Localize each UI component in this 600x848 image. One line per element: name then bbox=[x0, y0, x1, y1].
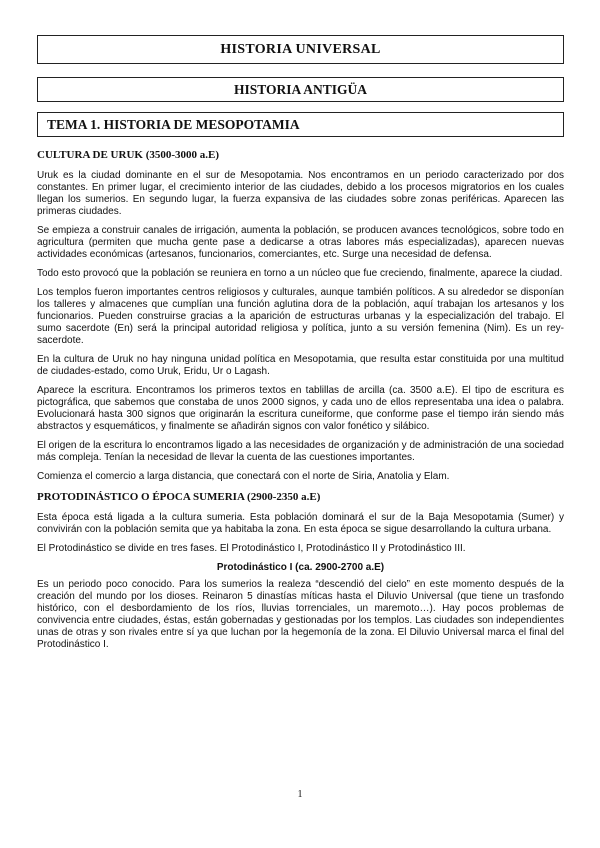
paragraph: Comienza el comercio a larga distancia, que conectará con el norte de Siria, Anatolia y Elam. bbox=[37, 471, 450, 482]
paragraph: Aparece la escritura. Encontramos los primeros textos en tablillas de arcilla (ca. 3500 a.E). El tipo de escritura es pictográfica, que sabemos que constaba de unos 2000 signos, y cada uno de ellos representaba una idea o palabra. Evolucionará hasta 300 signos que originarán la escritura cuneiforme, que conforme pase el tiempo irán siendo más abstractos y esquemáticos, y finalmente se añadirán signos con valor fonético y silábico. bbox=[37, 385, 564, 432]
paragraph: Esta época está ligada a la cultura sumeria. Esta población dominará el sur de la Baja Mesopotamia (Sumer) y convivirán con la población semita que ya habitaba la zona. En esta época se sigue desarrollando la cultura urbana. bbox=[37, 512, 564, 535]
paragraph: Se empieza a construir canales de irrigación, aumenta la población, se producen avances tecnológicos, sobre todo en agricultura (permiten que mucha gente pase a dedicarse a otras labores más especializadas), aparecen nuevas actividades económicas (artesanos, funcionarios, comerciantes, etc. Surge una necesidad de defensa. bbox=[37, 225, 564, 260]
paragraph: Es un periodo poco conocido. Para los sumerios la realeza “descendió del cielo” en este momento después de la creación del mundo por los dioses. Reinaron 5 dinastías míticas hasta el Diluvio Universal (que tiene un trasfondo histórico, con el desbordamiento de los ríos, lluvias torrenciales, un maremoto…). Hay pocos problemas de convivencia entre ciudades, éstas, están gobernadas y gestionadas por los templos. Las ciudades son independientes unas de otras y son rivales entre sí ya que luchan por la hegemonía de la zona. El Diluvio Universal marca el final del Protodinástico I. bbox=[37, 579, 564, 650]
subtitle: HISTORIA ANTIGÜA bbox=[37, 77, 564, 102]
paragraph: Los templos fueron importantes centros religiosos y culturales, aunque también políticos. A su alrededor se disponían los talleres y almacenes que cumplían una función aglutina dora de la población, aquí trabajan los artesanos y los funcionarios. Pueden construirse gracias a la aparición de estructuras urbanas y la especialización del trabajo. El sumo sacerdote (En) será la principal autoridad religiosa y política, junto a su versión femenina (Nim). Es un rey-sacerdote. bbox=[37, 287, 564, 346]
topic-title: TEMA 1. HISTORIA DE MESOPOTAMIA bbox=[37, 112, 564, 137]
paragraph: Uruk es la ciudad dominante en el sur de Mesopotamia. Nos encontramos en un periodo caracterizado por dos constantes. En primer lugar, el crecimiento interior de las ciudades, debido a los procesos migratorios en los cuales llegan los sumerios. En segundo lugar, la fuerza expansiva de las ciudades sobre zonas periféricas. Aparecen las primeras ciudades. bbox=[37, 170, 564, 217]
page-number: 1 bbox=[297, 789, 303, 800]
subsection-title: Protodinástico I (ca. 2900-2700 a.E) bbox=[216, 562, 385, 573]
document-body bbox=[37, 145, 564, 658]
paragraph: Todo esto provocó que la población se reuniera en torno a un núcleo que fue creciendo, finalmente, aparece la ciudad. bbox=[37, 268, 563, 279]
paragraph: El origen de la escritura lo encontramos ligado a las necesidades de organización y de administración de una sociedad más compleja. Tenían la necesidad de llevar la cuenta de las cuestiones importantes. bbox=[37, 440, 564, 463]
paragraph: El Protodinástico se divide en tres fases. El Protodinástico I, Protodinástico II y Protodinástico III. bbox=[37, 543, 466, 554]
section-title-uruk: CULTURA DE URUK (3500-3000 a.E) bbox=[37, 149, 220, 161]
paragraph: En la cultura de Uruk no hay ninguna unidad política en Mesopotamia, que resulta estar constituida por una multitud de ciudades-estado, como Uruk, Eridu, Ur o Lagash. bbox=[37, 354, 564, 377]
main-title: HISTORIA UNIVERSAL bbox=[37, 35, 564, 64]
section-title-protodinastico: PROTODINÁSTICO O ÉPOCA SUMERIA (2900-2350 a.E) bbox=[37, 491, 321, 503]
